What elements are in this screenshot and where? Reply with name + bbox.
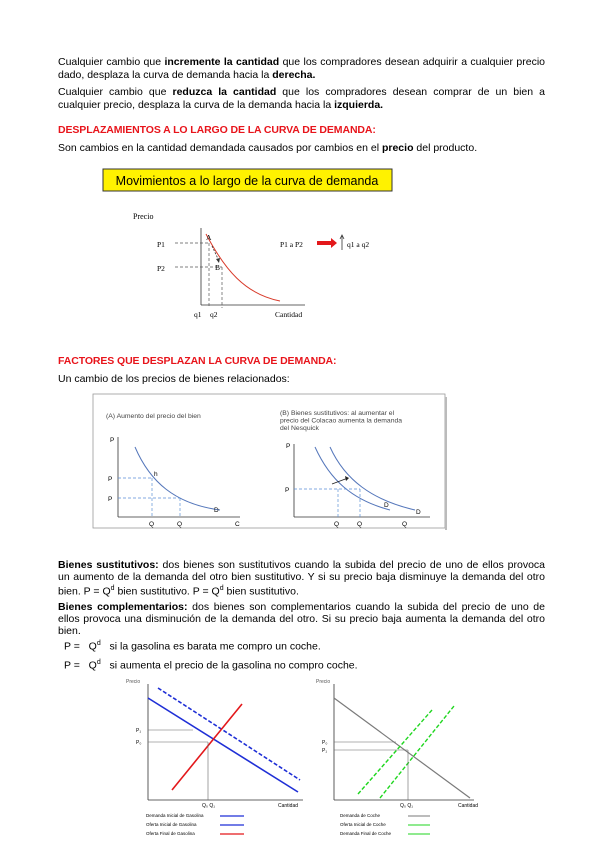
right-arrow-icon [317,238,337,248]
left-label-d: D [214,507,219,514]
gas-legend-3: Oferta Final de Gasolina [146,831,195,836]
car-label-p0: P₀ [322,740,328,746]
left-label-x: C [235,521,240,528]
heading-shift-factors: FACTORES QUE DESPLAZAN LA CURVA DE DEMANDA: [58,355,337,367]
gas-label-q: Q₀ Q₁ [202,803,215,809]
car-label-q: Q₀ Q₁ [400,803,413,809]
car-legend-1: Demanda de Coche [340,813,381,818]
gas-label-p0: P₀ [136,740,142,746]
paragraph-substitutes: Bienes sustitutivos: dos bienes son sustitutivos cuando la subida del precio de uno de ellos provoca un aumento de la demanda del otro bien sustitutivo. Y si su precio baja disminuye la demanda del otro bien. $P = Q^d$ bien sustitutivo. $P = Q^d$ bien sustitutivo. [58,559,545,598]
axis-label-price: Precio [133,212,154,221]
left-ylabel: Precio [126,679,141,685]
left-label-p1: P [108,476,113,483]
car-demand [334,698,470,798]
figure-related-goods [90,392,450,532]
right-caption-line: precio del Colacao aumenta la demanda [280,417,403,425]
car-xlabel: Cantidad [458,803,479,809]
car-legend-2: Oferta Inicial de Coche [340,822,386,827]
right-caption-text: (B) Bienes sustitutivos: al aumentar el [280,410,395,417]
car-legend [340,813,430,836]
paragraph-demand-left: Cualquier cambio que reduzca la cantidad que los compradores desean comprar de un bien a cualquier precio, desplaza la curva de la demanda hacia la izquierda. [58,86,545,111]
gas-supply-final [172,704,242,790]
paragraph-complements: Bienes complementarios: dos bienes son complementarios cuando la subida del precio de uno de ellos provoca una disminución de la demanda del otro. Si su precio baja aumenta la demanda del otro bien. [58,601,545,637]
right-label-q3: Q [402,521,408,528]
equation-cheap-gas: P = $Q^d$ si la gasolina es barata me compro un coche. [64,640,321,653]
label-p1: P1 [157,240,165,249]
gas-xlabel: Cantidad [278,803,299,809]
right-label-p: P [286,443,291,450]
left-caption: (A) Aumento del precio del bien [106,413,201,420]
label-p2: P2 [157,264,165,273]
axis-label-quantity: Cantidad [275,310,303,319]
right-label-d1: D [416,509,421,516]
label-q1: q1 [194,310,202,319]
heading-movements: DESPLAZAMIENTOS A LO LARGO DE LA CURVA DE DEMANDA: [58,124,376,136]
right-caption-line: del Nesquick [280,425,319,432]
figure-complementary-goods [118,674,498,846]
equation-expensive-gas: P = $Q^d$ si aumenta el precio de la gasolina no compro coche. [64,659,358,672]
paragraph-related-goods: Un cambio de los precios de bienes relacionados: [58,373,290,385]
left-label-q1: Q [149,521,155,528]
note-price-change: P1 a P2 [280,240,303,249]
gas-demand-shift [158,688,300,780]
label-point-a: A [206,233,212,242]
car-demand-final [380,706,454,798]
gas-legend [146,813,244,836]
left-label-p: P [110,437,115,444]
left-label-p2: P [108,496,113,503]
paragraph-price-changes: Son cambios en la cantidad demandada causados por cambios en el precio del producto. [58,142,478,154]
right-label-p0: P [285,487,290,494]
label-q2: q2 [210,310,218,319]
paragraph-demand-right: Cualquier cambio que incremente la cantidad que los compradores desean adquirir a cualquier precio dado, desplaza la curva de demanda hacia la derecha. [58,56,546,81]
gas-label-p1: P₁ [136,728,142,734]
left-label-q2: Q [177,521,183,528]
car-label-p1: P₁ [322,748,328,754]
gas-legend-1: Demanda Inicial de Gasolina [146,813,204,818]
label-point-b: B [215,263,221,272]
right-ylabel: Precio [316,679,331,685]
right-label-q2: Q [357,521,363,528]
figure-movement-along-curve [95,166,415,326]
gas-legend-2: Oferta Inicial de Gasolina [146,822,197,827]
right-label-q1: Q [334,521,340,528]
right-label-d0: D [384,502,389,509]
car-legend-3: Demanda Final de Coche [340,831,392,836]
left-label-h: h [154,471,158,478]
note-quantity-change: q1 a q2 [347,240,370,249]
gas-demand-initial [148,698,298,792]
car-supply-initial [358,710,432,794]
banner-text: Movimientos a lo largo de la curva de demanda [115,174,379,188]
